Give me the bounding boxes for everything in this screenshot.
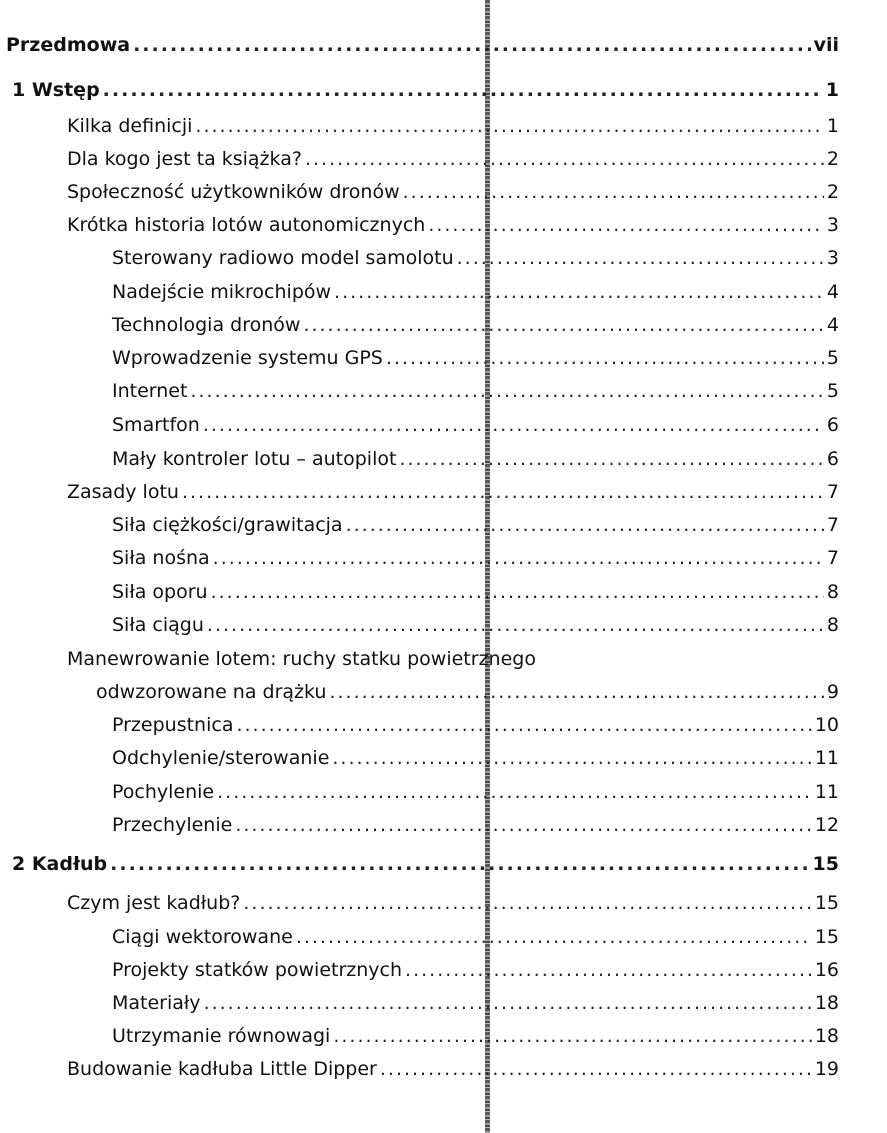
toc-leader-dots — [133, 33, 811, 57]
toc-entry-subsection[interactable] — [112, 780, 839, 804]
toc-entry-subsection[interactable] — [112, 246, 839, 270]
toc-leader-dots — [346, 513, 824, 537]
toc-leader-dots — [243, 891, 811, 915]
toc-entry-label: Wprowadzenie systemu GPS — [112, 347, 383, 369]
toc-entry-page: 1 — [826, 115, 839, 137]
toc-leader-dots — [207, 613, 824, 637]
toc-entry-subsection[interactable] — [112, 813, 839, 837]
toc-entry-subsection[interactable] — [112, 546, 839, 570]
toc-leader-dots — [211, 580, 824, 604]
toc-entry-label-first-line: Manewrowanie lotem: ruchy statku powietrznego — [67, 648, 536, 670]
toc-entry-subsection[interactable] — [112, 313, 839, 337]
toc-leader-dots — [405, 958, 812, 982]
toc-entry-subsection[interactable] — [112, 925, 839, 949]
toc-entry-label: 2 Kadłub — [12, 853, 108, 875]
toc-entry-preface[interactable] — [6, 33, 839, 57]
toc-entry-section[interactable] — [67, 1057, 839, 1081]
toc-entry-page: 18 — [814, 992, 839, 1014]
toc-entry-page: 11 — [814, 747, 839, 769]
toc-entry-subsection[interactable] — [112, 413, 839, 437]
toc-entry-page: 4 — [826, 281, 839, 303]
toc-leader-dots — [305, 147, 824, 171]
toc-leader-dots — [399, 447, 823, 471]
toc-entry-page: 2 — [826, 148, 839, 170]
toc-entry-page: 6 — [826, 448, 839, 470]
toc-leader-dots — [236, 713, 811, 737]
toc-leader-dots — [428, 213, 824, 237]
toc-entry-label: Odchylenie/sterowanie — [112, 747, 330, 769]
toc-entry-page: 7 — [826, 514, 839, 536]
toc-entry-subsection[interactable] — [112, 613, 839, 637]
toc-entry-page: 5 — [826, 347, 839, 369]
toc-entry-page: 3 — [826, 247, 839, 269]
toc-entry-section[interactable] — [67, 180, 839, 204]
toc-entry-page: 4 — [826, 314, 839, 336]
toc-entry-label: Sterowany radiowo model samolotu — [112, 247, 454, 269]
toc-entry-section[interactable] — [67, 891, 839, 915]
toc-entry-label: Budowanie kadłuba Little Dipper — [67, 1058, 377, 1080]
toc-entry-subsection[interactable] — [112, 958, 839, 982]
toc-entry-label: Smartfon — [112, 414, 200, 436]
toc-entry-page: 8 — [826, 581, 839, 603]
toc-entry-chapter-1[interactable] — [12, 78, 839, 102]
toc-entry-subsection[interactable] — [112, 991, 839, 1015]
toc-entry-label: Technologia dronów — [112, 314, 301, 336]
toc-entry-section[interactable] — [67, 114, 839, 138]
toc-entry-page: 7 — [826, 547, 839, 569]
toc-entry-label: Dla kogo jest ta książka? — [67, 148, 302, 170]
toc-entry-page: 15 — [814, 892, 839, 914]
toc-entry-page: 2 — [826, 181, 839, 203]
toc-leader-dots — [457, 246, 824, 270]
toc-leader-dots — [204, 991, 812, 1015]
toc-entry-subsection[interactable] — [112, 713, 839, 737]
toc-entry-page: 11 — [814, 781, 839, 803]
toc-entry-page: 18 — [814, 1025, 839, 1047]
toc-entry-subsection[interactable] — [112, 447, 839, 471]
toc-entry-page: 5 — [826, 380, 839, 402]
toc-entry-page: 15 — [814, 926, 839, 948]
toc-entry-page: 8 — [826, 614, 839, 636]
toc-leader-dots — [103, 78, 823, 102]
toc-entry-page: 1 — [825, 79, 839, 101]
toc-entry-subsection[interactable] — [112, 746, 839, 770]
toc-entry-label: Utrzymanie równowagi — [112, 1025, 331, 1047]
toc-entry-label: Przepustnica — [112, 714, 234, 736]
toc-leader-dots — [334, 280, 824, 304]
toc-entry-page: 9 — [826, 681, 839, 703]
toc-entry-section[interactable] — [67, 147, 839, 171]
toc-entry-label: 1 Wstęp — [12, 79, 100, 101]
toc-entry-label: Przedmowa — [6, 34, 131, 56]
toc-leader-dots — [195, 114, 823, 138]
toc-leader-dots — [332, 746, 811, 770]
toc-leader-dots — [403, 180, 824, 204]
toc-leader-dots — [329, 680, 823, 704]
toc-entry-label: odwzorowane na drążku — [96, 681, 327, 703]
toc-entry-page: 7 — [826, 481, 839, 503]
toc-entry-subsection[interactable] — [112, 513, 839, 537]
toc-entry-label: Siła ciągu — [112, 614, 204, 636]
toc-entry-section[interactable] — [96, 680, 839, 704]
toc-entry-label: Kilka definicji — [67, 115, 193, 137]
toc-entry-subsection[interactable] — [112, 280, 839, 304]
toc-leader-dots — [303, 313, 823, 337]
toc-entry-label: Mały kontroler lotu – autopilot — [112, 448, 397, 470]
toc-leader-dots — [380, 1057, 812, 1081]
toc-entry-label: Przechylenie — [112, 814, 233, 836]
toc-leader-dots — [213, 546, 824, 570]
toc-entry-label: Zasady lotu — [67, 481, 179, 503]
toc-entry-label: Siła ciężkości/grawitacja — [112, 514, 343, 536]
toc-entry-label: Projekty statków powietrznych — [112, 959, 403, 981]
toc-entry-subsection[interactable] — [112, 379, 839, 403]
toc-leader-dots — [182, 480, 824, 504]
toc-entry-section[interactable] — [67, 480, 839, 504]
toc-entry-subsection[interactable] — [112, 580, 839, 604]
toc-leader-dots — [217, 780, 812, 804]
toc-entry-page: 12 — [814, 814, 839, 836]
toc-entry-label: Internet — [112, 380, 188, 402]
toc-entry-page: 15 — [812, 853, 839, 875]
toc-leader-dots — [386, 346, 824, 370]
toc-leader-dots — [203, 413, 824, 437]
toc-leader-dots — [296, 925, 812, 949]
toc-entry-label: Siła nośna — [112, 547, 210, 569]
toc-entry-section[interactable] — [67, 213, 839, 237]
toc-entry-chapter-2[interactable] — [12, 852, 839, 876]
toc-entry-page: 3 — [826, 214, 839, 236]
toc-entry-label: Nadejście mikrochipów — [112, 281, 332, 303]
toc-entry-subsection[interactable] — [112, 1024, 839, 1048]
toc-entry-page: 6 — [826, 414, 839, 436]
toc-entry-label: Siła oporu — [112, 581, 208, 603]
toc-entry-page: vii — [813, 34, 839, 56]
toc-entry-label: Materiały — [112, 992, 201, 1014]
toc-entry-page: 10 — [814, 714, 839, 736]
toc-entry-label: Ciągi wektorowane — [112, 926, 293, 948]
toc-entry-label: Krótka historia lotów autonomicznych — [67, 214, 426, 236]
toc-leader-dots — [235, 813, 812, 837]
toc-entry-subsection[interactable] — [112, 346, 839, 370]
toc-entry-label: Czym jest kadłub? — [67, 892, 241, 914]
toc-leader-dots — [333, 1024, 811, 1048]
toc-entry-label: Pochylenie — [112, 781, 215, 803]
toc-entry-page: 16 — [814, 959, 839, 981]
toc-entry-label: Społeczność użytkowników dronów — [67, 181, 400, 203]
toc-leader-dots — [190, 379, 823, 403]
toc-entry-page: 19 — [814, 1058, 839, 1080]
toc-leader-dots — [110, 852, 809, 876]
